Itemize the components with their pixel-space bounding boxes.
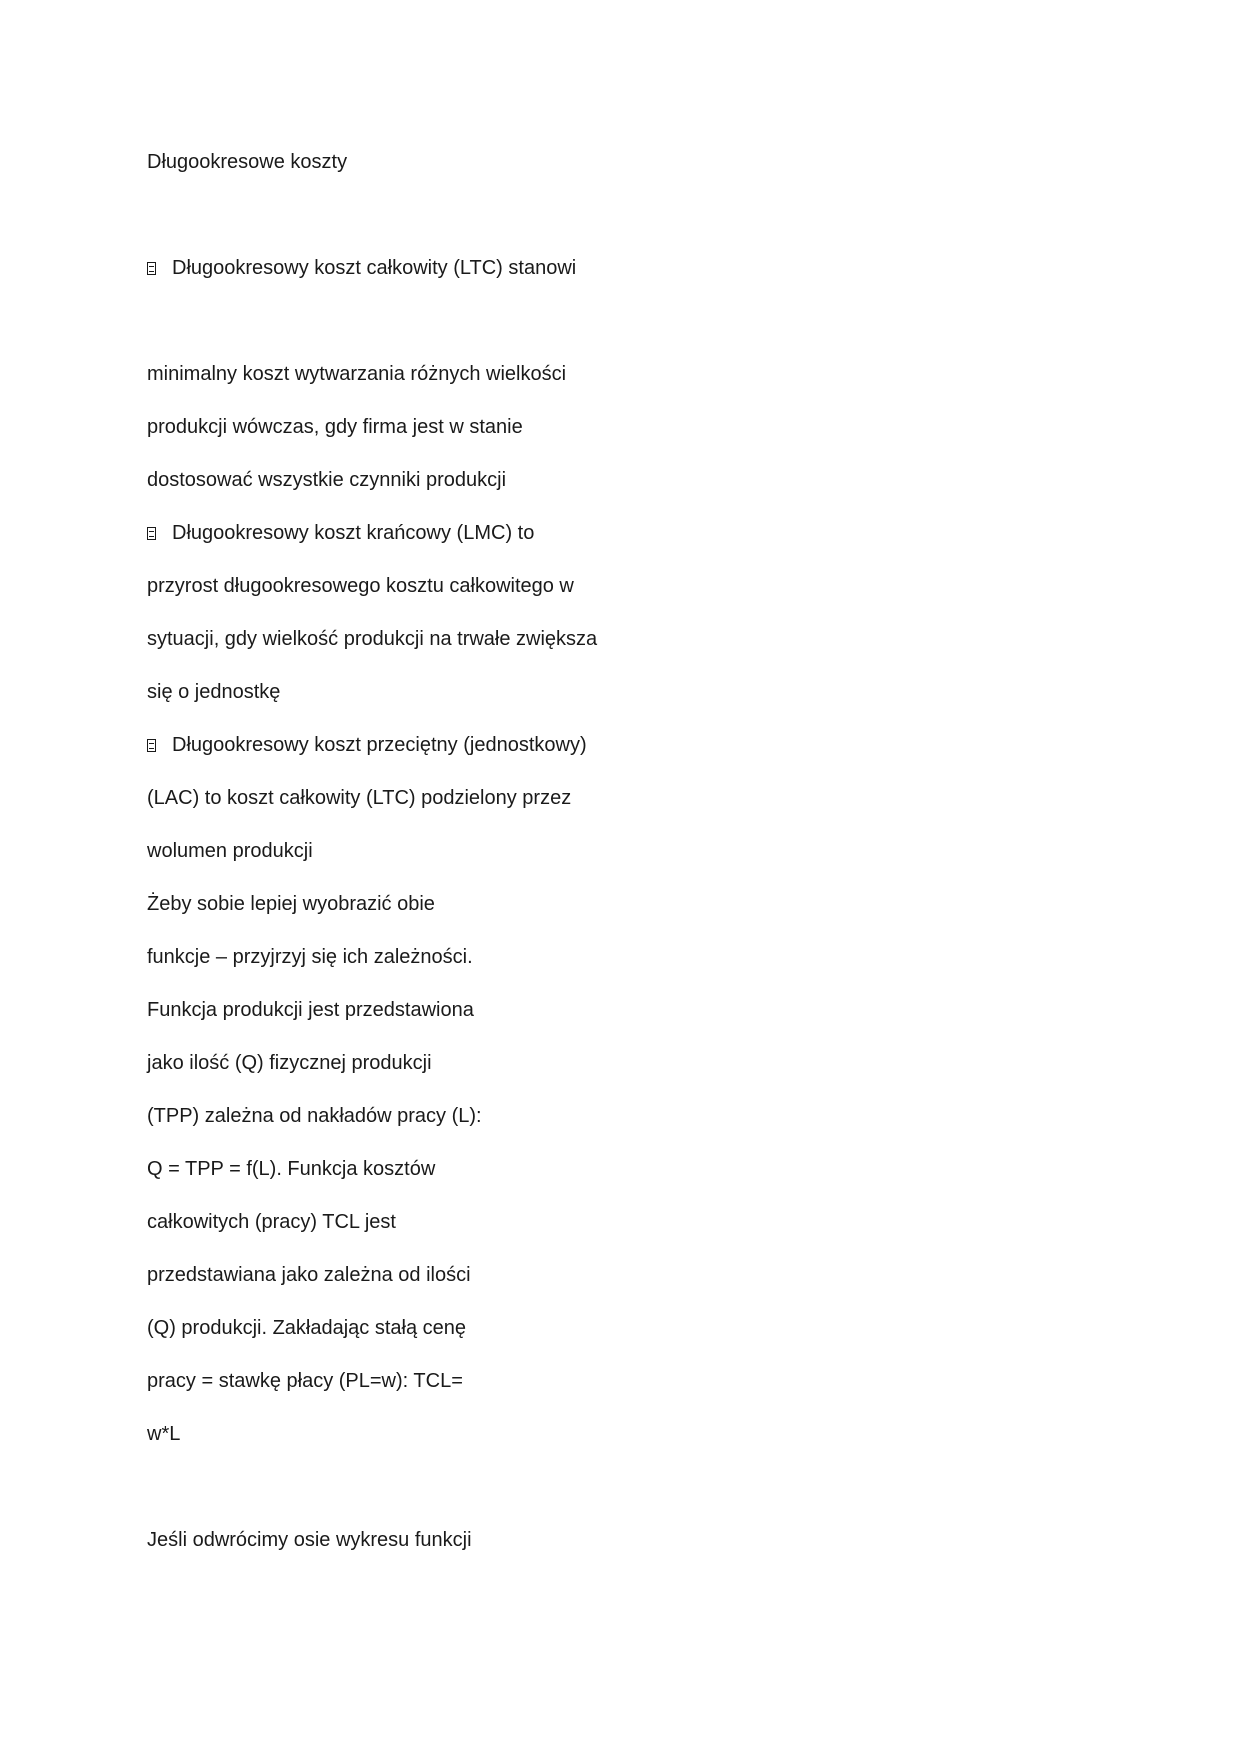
text-line: pracy = stawkę płacy (PL=w): TCL= [147,1370,463,1392]
missing-glyph-box-icon [147,262,156,275]
missing-glyph-box-icon [147,739,156,752]
bullet-line-lmc [147,520,534,546]
text-line: przedstawiana jako zależna od ilości [147,1264,471,1286]
text-line: Q = TPP = f(L). Funkcja kosztów [147,1158,436,1180]
text-line: przyrost długookresowego kosztu całkowitego w [147,575,574,597]
text-line: dostosować wszystkie czynniki produkcji [147,469,507,491]
text-line: funkcje – przyjrzyj się ich zależności. [147,946,473,968]
text-line: w*L [147,1423,181,1445]
text-line: produkcji wówczas, gdy firma jest w stanie [147,416,523,438]
bullet-line-ltc [147,255,576,281]
text-line: minimalny koszt wytwarzania różnych wielkości [147,363,567,385]
text-line: (Q) produkcji. Zakładając stałą cenę [147,1317,467,1339]
text-line: (TPP) zależna od nakładów pracy (L): [147,1105,482,1127]
text-line: sytuacji, gdy wielkość produkcji na trwałe zwiększa [147,628,598,650]
line-text: Długookresowy koszt przeciętny (jednostkowy) [172,734,587,756]
text-line: Żeby sobie lepiej wyobrazić obie [147,893,435,915]
text-line: jako ilość (Q) fizycznej produkcji [147,1052,432,1074]
text-line: Funkcja produkcji jest przedstawiona [147,999,474,1021]
line-text: Długookresowy koszt całkowity (LTC) stanowi [172,257,577,279]
line-text: Długookresowy koszt krańcowy (LMC) to [172,522,535,544]
missing-glyph-box-icon [147,527,156,540]
text-line: (LAC) to koszt całkowity (LTC) podzielony przez [147,787,572,809]
text-line: wolumen produkcji [147,840,313,862]
text-line: się o jednostkę [147,681,281,703]
text-line: Jeśli odwrócimy osie wykresu funkcji [147,1529,472,1551]
document-title: Długookresowe koszty [147,151,348,173]
bullet-line-lac [147,732,587,758]
text-line: całkowitych (pracy) TCL jest [147,1211,396,1233]
